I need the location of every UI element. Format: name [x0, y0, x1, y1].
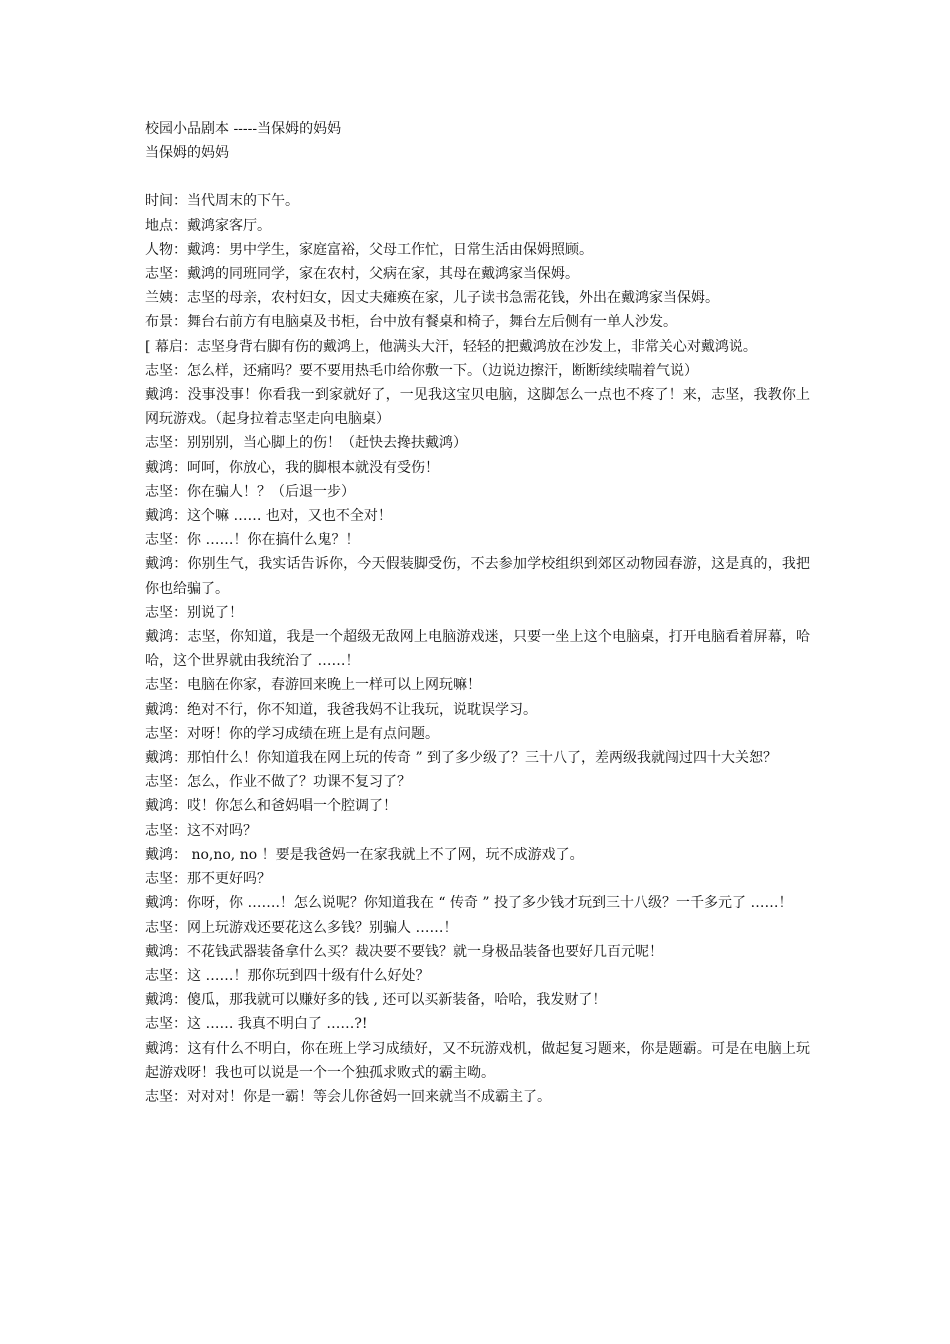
- script-paragraph: 志坚：对对对！你是一霸！等会儿你爸妈一回来就当不成霸主了。: [145, 1088, 551, 1105]
- script-paragraph: 戴鸿：这有什么不明白，你在班上学习成绩好，又不玩游戏机，做起复习题来，你是题霸。可是在电脑上玩起游戏呀！我也可以说是一个一个独孤求败式的霸主呦。: [145, 1040, 810, 1081]
- script-paragraph: 志坚：网上玩游戏还要花这么多钱？别骗人 ……！: [145, 919, 458, 936]
- script-paragraph: 戴鸿：志坚，你知道，我是一个超级无敌网上电脑游戏迷，只要一坐上这个电脑桌，打开电脑看着屏幕，哈哈，这个世界就由我统治了 ……！: [145, 629, 810, 670]
- script-paragraph: 志坚：你在骗人！？（后退一步）: [145, 483, 355, 500]
- script-paragraph: 志坚：那不更好吗？: [145, 871, 271, 888]
- script-paragraph: 戴鸿：绝对不行，你不知道，我爸我妈不让我玩，说耽误学习。: [145, 701, 537, 718]
- document-subtitle: 当保姆的妈妈: [145, 145, 229, 162]
- blank-line: [145, 165, 810, 189]
- script-paragraph: 志坚：这不对吗？: [145, 822, 257, 839]
- script-paragraph: 志坚：别说了！: [145, 604, 243, 621]
- script-paragraph: 志坚：对呀！你的学习成绩在班上是有点问题。: [145, 725, 439, 742]
- script-paragraph: 志坚：别别别，当心脚上的伤！（赶快去搀扶戴鸿）: [145, 435, 467, 452]
- script-paragraph: 人物：戴鸿：男中学生，家庭富裕，父母工作忙，日常生活由保姆照顾。: [145, 241, 593, 258]
- script-paragraph: 戴鸿：你呀，你 …….！怎么说呢？你知道我在 “ 传奇 ” 投了多少钱才玩到三十八级？一千多元了 ……！: [145, 895, 793, 912]
- document-body: [145, 117, 810, 1109]
- script-paragraph: 戴鸿：傻瓜，那我就可以赚好多的钱 , 还可以买新装备，哈哈，我发财了！: [145, 992, 607, 1009]
- script-paragraph: 戴鸿：那怕什么！你知道我在网上玩的传奇 ” 到了多少级了？三十八了，差两级我就闯过四十大关恕？: [145, 750, 778, 767]
- script-paragraph: 志坚：戴鸿的同班同学，家在农村，父病在家，其母在戴鸿家当保姆。: [145, 266, 579, 283]
- script-paragraph: 时间：当代周末的下午。: [145, 193, 299, 210]
- script-paragraph: 志坚：这 ……！那你玩到四十级有什么好处？: [145, 967, 430, 984]
- script-paragraph: 戴鸿：这个嘛 …… 也对，又也不全对！: [145, 508, 392, 525]
- script-paragraph: 戴鸿：呵呵，你放心，我的脚根本就没有受伤！: [145, 459, 439, 476]
- script-paragraph: 地点：戴鸿家客厅。: [145, 217, 271, 234]
- script-paragraph: 志坚：电脑在你家，春游回来晚上一样可以上网玩嘛！: [145, 677, 481, 694]
- script-paragraph: 戴鸿：哎！你怎么和爸妈唱一个腔调了！: [145, 798, 397, 815]
- script-paragraph: 志坚：你 ……！你在搞什么鬼？！: [145, 532, 360, 549]
- script-paragraph: 戴鸿：你别生气，我实话告诉你，今天假装脚受伤，不去参加学校组织到郊区动物园春游，这是真的，我把你也给骗了。: [145, 556, 810, 597]
- script-paragraph: 志坚：怎么样，还痛吗？要不要用热毛巾给你敷一下。（边说边擦汗，断断续续喘着气说）: [145, 362, 698, 379]
- script-paragraph: 戴鸿：没事没事！你看我一到家就好了，一见我这宝贝电脑，这脚怎么一点也不疼了！来，志坚，我教你上网玩游戏。（起身拉着志坚走向电脑桌）: [145, 387, 810, 428]
- script-paragraph: 戴鸿： no,no, no ！要是我爸妈一在家我就上不了网，玩不成游戏了。: [145, 846, 584, 863]
- document-title: 校园小品剧本 -----当保姆的妈妈: [145, 121, 342, 137]
- script-paragraphs: [145, 189, 810, 1109]
- script-paragraph: 戴鸿：不花钱武器装备拿什么买？裁决要不要钱？就一身极品装备也要好几百元呢！: [145, 943, 663, 960]
- script-paragraph: 志坚：怎么，作业不做了？功课不复习了？: [145, 774, 411, 791]
- script-paragraph: 兰姨：志坚的母亲，农村妇女，因丈夫瘫痪在家，儿子读书急需花钱，外出在戴鸿家当保姆。: [145, 290, 719, 307]
- script-paragraph: [ 幕启：志坚身背右脚有伤的戴鸿上，他满头大汗，轻轻的把戴鸿放在沙发上，非常关心对戴鸿说。: [145, 338, 757, 355]
- script-paragraph: 志坚：这 …… 我真不明白了 ……?!: [145, 1016, 368, 1033]
- script-paragraph: 布景：舞台右前方有电脑桌及书柜，台中放有餐桌和椅子，舞台左后侧有一单人沙发。: [145, 314, 677, 331]
